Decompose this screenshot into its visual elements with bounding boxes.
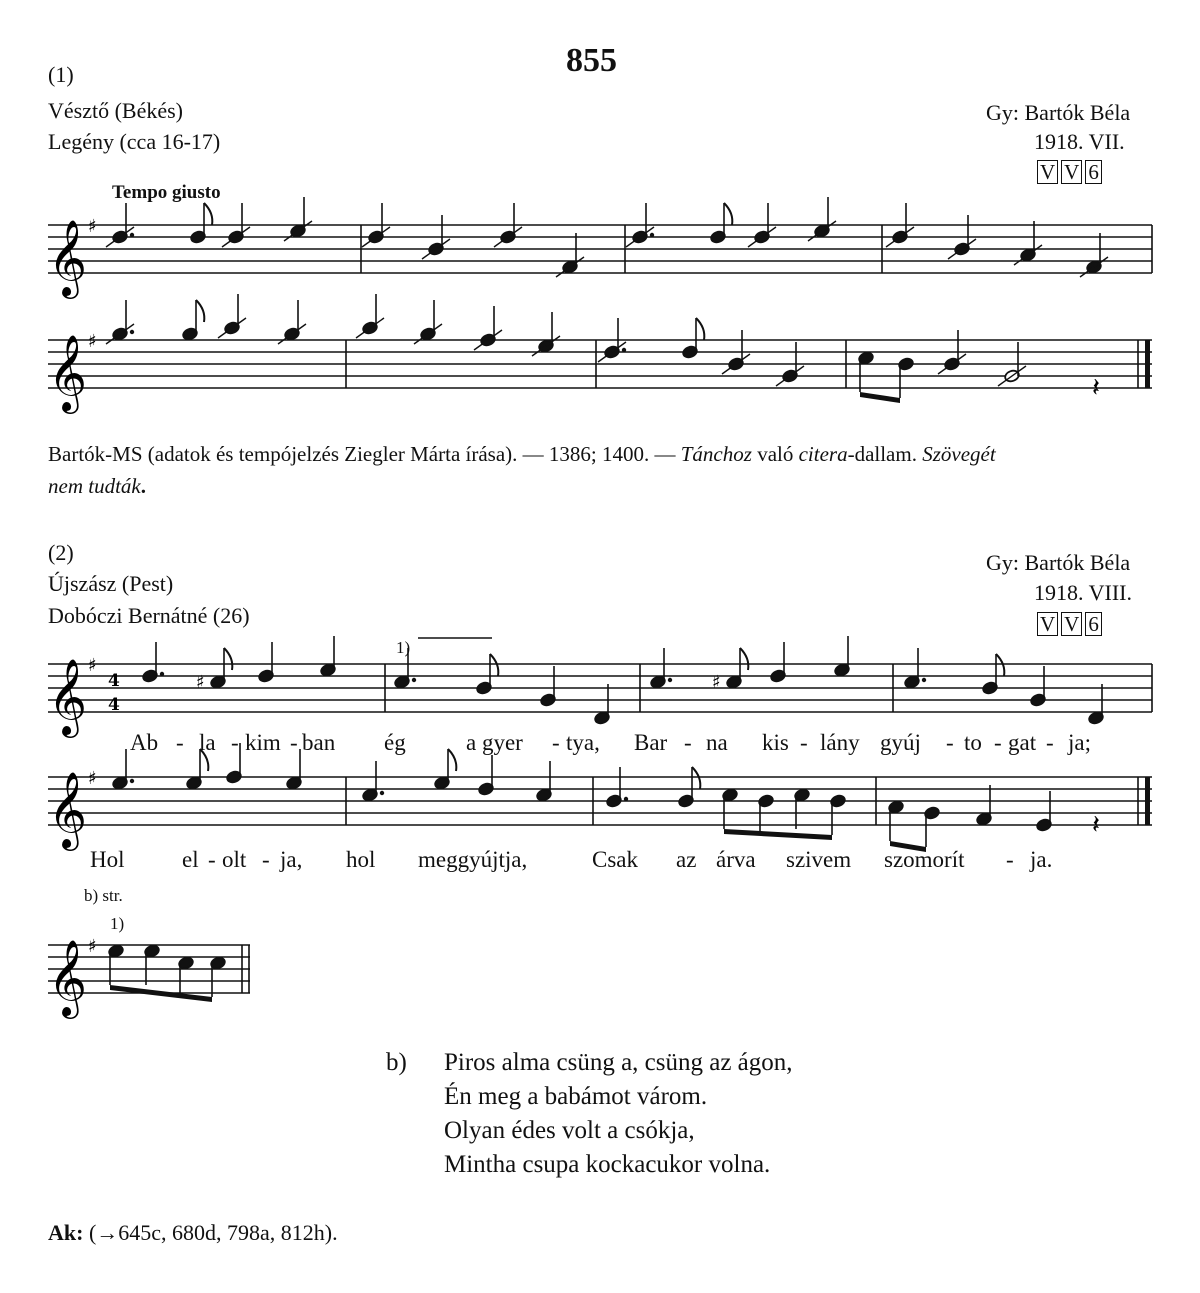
lyric-hyphen: - [1006,847,1014,872]
piece1-place: Vésztő (Békés) [48,98,184,123]
piece2-label: (2) [48,540,74,565]
footnote-marker: 1) [396,638,411,657]
key-sharp-icon: ♯ [88,216,97,237]
verse-line-4: Mintha csupa kockacukor volna. [444,1151,771,1178]
treble-clef-icon: 𝄞 [48,334,88,411]
lyric-hol: Hol [90,847,125,872]
time-sig-bottom: 4 [108,695,120,715]
treble-clef-icon: 𝄞 [48,658,88,735]
lyric-la: la [199,730,216,755]
verse-label: b) [386,1049,407,1076]
key-sharp-icon: ♯ [88,936,97,957]
treble-clef-icon: 𝄞 [48,939,88,1016]
piece2-singer: Dobóczi Bernátné (26) [48,603,250,628]
ak-label: Ak: [48,1220,84,1245]
lyric-hyphen: - [552,730,560,755]
piece2-place: Újszász (Pest) [48,571,174,596]
lyric-hyphen: - [231,730,239,755]
piece1-collector: Gy: Bartók Béla [986,100,1131,125]
note-part: való [751,442,799,466]
lyric-szomorit: szomorít [884,847,965,872]
piece2-date: 1918. VIII. [1034,580,1132,605]
note-part: . [140,474,146,498]
note-italic: citera [798,442,848,466]
lyric-ja: ja, [280,847,303,872]
sharp-icon: ♯ [712,672,721,693]
lyric-el: el [182,847,199,872]
lyric-to: to [964,730,982,755]
piece2-code-3: 6 [1085,612,1102,636]
piece1-code-3: 6 [1085,160,1102,184]
lyric-kim: kim [245,730,281,755]
lyric-a-gyer: a gyer [466,730,523,755]
lyric-hol-2: hol [346,847,376,872]
lyric-csak: Csak [592,847,638,872]
lyric-hyphen: - [946,730,954,755]
lyric-ja: ja; [1068,730,1091,755]
lyric-hyphen: - [290,730,298,755]
rest-icon: 𝄽 [1092,810,1100,840]
note-italic: Tánchoz [680,442,752,466]
lyric-bar: Bar [634,730,668,755]
lyric-ban: ban [302,730,336,755]
note-italic: nem tudták [48,474,141,498]
note-italic: Szövegét [922,442,996,466]
lyric-arva: árva [716,847,756,872]
piece2-code-2: V [1061,612,1082,636]
lyric-kis: kis [762,730,789,755]
lyric-gat: gat [1008,730,1037,755]
rest-icon: 𝄽 [1092,373,1100,403]
variant-footnote-marker: 1) [110,914,125,933]
treble-clef-icon: 𝄞 [48,771,88,848]
lyric-az: az [676,847,697,872]
verse-line-3: Olyan édes volt a csókja, [444,1117,695,1144]
ak-text: (→645c, 680d, 798a, 812h). [83,1220,338,1245]
page-number: 855 [566,42,617,79]
piece1-label: (1) [48,62,74,87]
key-sharp-icon: ♯ [88,331,97,352]
sharp-icon: ♯ [196,672,205,693]
lyric-hyphen: - [1046,730,1054,755]
variant-label: b) str. [84,886,123,905]
lyric-meggyujtja: meggyújtja, [418,847,528,872]
note-part: -dallam. [847,442,923,466]
key-sharp-icon: ♯ [88,768,97,789]
verse-line-1: Piros alma csüng a, csüng az ágon, [444,1049,793,1076]
lyric-lany: lány [820,730,860,755]
piece1-code-2: V [1061,160,1082,184]
piece2-collector: Gy: Bartók Béla [986,550,1131,575]
verse-line-2: Én meg a babámot várom. [444,1083,708,1110]
lyric-hyphen: - [262,847,270,872]
treble-clef-icon: 𝄞 [48,219,88,296]
lyric-eg: ég [384,730,406,755]
lyric-hyphen: - [208,847,216,872]
piece1-singer: Legény (cca 16-17) [48,129,221,154]
lyric-ab: Ab [130,730,159,755]
lyric-na: na [706,730,728,755]
lyric-gyuj: gyúj [880,730,921,755]
lyric-olt: olt [222,847,247,872]
lyric-hyphen: - [176,730,184,755]
note-part: Bartók-MS (adatok és tempójelzés Ziegler Márta írása). — 1386; 1400. — [48,442,681,466]
lyric-hyphen: - [800,730,808,755]
piece1-code-1: V [1037,160,1058,184]
piece2-code-1: V [1037,612,1058,636]
tempo-marking: Tempo giusto [112,182,221,203]
lyric-ja-end: ja. [1030,847,1053,872]
lyric-tya: tya, [566,730,600,755]
lyric-szivem: szivem [786,847,852,872]
time-sig-top: 4 [108,671,120,691]
piece1-date: 1918. VII. [1034,129,1125,154]
key-sharp-icon: ♯ [88,655,97,676]
lyric-hyphen: - [994,730,1002,755]
lyric-hyphen: - [684,730,692,755]
ak-reference [48,1218,338,1248]
